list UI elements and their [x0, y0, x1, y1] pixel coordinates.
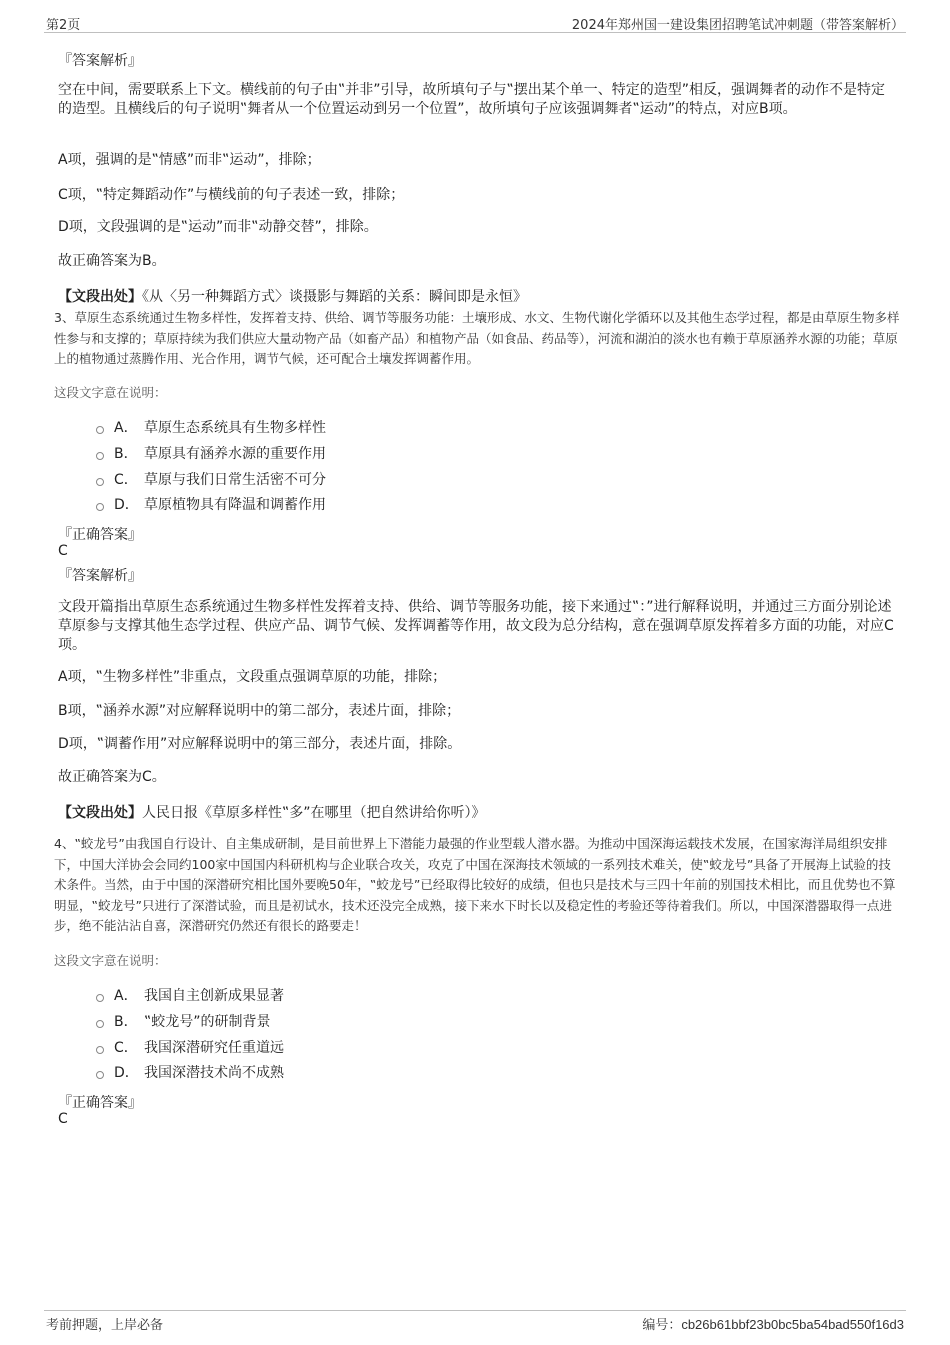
- question-4-option-d[interactable]: [96, 1063, 284, 1083]
- analysis-conclusion: 故正确答案为B。: [58, 253, 166, 269]
- document-title: 2024年郑州国一建设集团招聘笔试冲刺题（带答案解析）: [571, 18, 904, 33]
- question-4-prompt: 这段文字意在说明：: [54, 953, 167, 968]
- code-label: 编号：: [642, 1318, 682, 1333]
- question-4-option-a[interactable]: [96, 986, 284, 1006]
- radio-icon[interactable]: [96, 452, 104, 460]
- correct-answer-label: 『正确答案』: [58, 1095, 142, 1111]
- correct-answer-label: 『正确答案』: [58, 527, 142, 543]
- analysis-paragraph: 文段开篇指出草原生态系统通过生物多样性发挥着支持、供给、调节等服务功能，接下来通过‟：”进行解释说明，并通过三方面分别论述草原参与支撑其他生态学过程、供应产品、调节气候、发挥调蓄等作用，故文段为总分结构，意在强调草原发挥着多方面的功能，对应C项。: [58, 599, 894, 653]
- option-letter: B．: [114, 446, 138, 462]
- radio-icon[interactable]: [96, 503, 104, 511]
- source-label: 【文段出处】: [58, 805, 142, 821]
- radio-icon[interactable]: [96, 1071, 104, 1079]
- radio-icon[interactable]: [96, 426, 104, 434]
- option-text: 我国深潜研究任重道远: [144, 1040, 284, 1056]
- analysis-option-b: B项，‟涵养水源”对应解释说明中的第二部分，表述片面，排除；: [58, 703, 461, 719]
- header-divider: [44, 32, 906, 33]
- document-code: [642, 1314, 904, 1333]
- analysis-option-d: D项，文段强调的是‟运动”而非‟动静交替”，排除。: [58, 219, 378, 235]
- question-4-stem: 4、‟蛟龙号”由我国自行设计、自主集成研制，是目前世界上下潜能力最强的作业型载人潜水器。为推动中国深海运载技术发展，在国家海洋局组织安排下，中国大洋协会会同约100家中国国内科研机构与企业联合攻关，攻克了中国在深海技术领域的一系列技术难关，使‟蛟龙号”具备了开展海上试验的技术条件。当然，由于中国的深潜研究相比国外要晚50年，‟蛟龙号”已经取得比较好的成绩，但也只是技术与三四十年前的别国技术相比，而且优势也不算明显，‟蛟龙号”只进行了深潜试验，而且是初试水，技术还没完全成熟，接下来水下时长以及稳定性的考验还等待着我们。所以，中国深潜器取得一点进步，绝不能沾沾自喜，深潜研究仍然还有很长的路要走！: [54, 836, 896, 934]
- analysis-label: 『答案解析』: [58, 568, 142, 584]
- source-text: 《从〈另一种舞蹈方式〉谈摄影与舞蹈的关系：瞬间即是永恒》: [142, 289, 527, 305]
- radio-icon[interactable]: [96, 994, 104, 1002]
- option-text: ‟蛟龙号”的研制背景: [144, 1014, 271, 1030]
- question-3-prompt: 这段文字意在说明：: [54, 385, 167, 400]
- option-letter: D．: [114, 1065, 139, 1081]
- option-text: 草原生态系统具有生物多样性: [144, 420, 326, 436]
- analysis-label: 『答案解析』: [58, 53, 142, 69]
- analysis-option-d: D项，‟调蓄作用”对应解释说明中的第三部分，表述片面，排除。: [58, 736, 462, 752]
- option-letter: A．: [114, 988, 138, 1004]
- question-3-stem: 3、草原生态系统通过生物多样性，发挥着支持、供给、调节等服务功能：土壤形成、水文、生物代谢化学循环以及其他生态学过程，都是由草原生物多样性参与和支撑的；草原持续为我们供应大量动物产品（如畜产品）和植物产品（如食品、药品等），河流和湖泊的淡水也有赖于草原涵养水源的功能；草原上的植物通过蒸腾作用、光合作用，调节气候，还可配合土壤发挥调蓄作用。: [54, 310, 900, 367]
- option-letter: C．: [114, 1040, 138, 1056]
- option-letter: D．: [114, 497, 139, 513]
- page-number: 第2页: [46, 18, 81, 33]
- question-3-option-a[interactable]: [96, 418, 326, 438]
- option-letter: C．: [114, 472, 138, 488]
- option-letter: A．: [114, 420, 138, 436]
- footer-slogan: 考前押题，上岸必备: [46, 1318, 164, 1333]
- correct-answer-value: C: [58, 1111, 68, 1127]
- question-3-option-c[interactable]: [96, 470, 326, 490]
- analysis-paragraph: 空在中间，需要联系上下文。横线前的句子由‟并非”引导，故所填句子与‟摆出某个单一、特定的造型”相反，强调舞者的动作不是特定的造型。且横线后的句子说明‟舞者从一个位置运动到另一个位置”，故所填句子应该强调舞者‟运动”的特点，对应B项。: [58, 82, 886, 117]
- analysis-option-c: C项，‟特定舞蹈动作”与横线前的句子表述一致，排除；: [58, 187, 405, 203]
- question-3-option-d[interactable]: [96, 495, 326, 515]
- option-text: 我国自主创新成果显著: [144, 988, 284, 1004]
- source-citation: [58, 286, 527, 306]
- analysis-option-a: A项，‟生物多样性”非重点，文段重点强调草原的功能，排除；: [58, 669, 447, 685]
- code-value: cb26b61bbf23b0bc5ba54bad550f16d3: [681, 1317, 904, 1332]
- question-3-option-b[interactable]: [96, 444, 326, 464]
- option-text: 草原具有涵养水源的重要作用: [144, 446, 326, 462]
- option-text: 我国深潜技术尚不成熟: [144, 1065, 284, 1081]
- option-letter: B．: [114, 1014, 138, 1030]
- analysis-option-a: A项，强调的是‟情感”而非‟运动”，排除；: [58, 152, 321, 168]
- option-text: 草原与我们日常生活密不可分: [144, 472, 326, 488]
- question-4-option-c[interactable]: [96, 1038, 284, 1058]
- question-4-option-b[interactable]: [96, 1012, 271, 1032]
- analysis-conclusion: 故正确答案为C。: [58, 769, 166, 785]
- radio-icon[interactable]: [96, 1020, 104, 1028]
- source-text: 人民日报《草原多样性‟多”在哪里（把自然讲给你听）》: [142, 805, 486, 821]
- source-citation: [58, 802, 486, 822]
- source-label: 【文段出处】: [58, 289, 142, 305]
- radio-icon[interactable]: [96, 1046, 104, 1054]
- option-text: 草原植物具有降温和调蓄作用: [144, 497, 326, 513]
- footer-divider: [44, 1310, 906, 1311]
- correct-answer-value: C: [58, 543, 68, 559]
- radio-icon[interactable]: [96, 478, 104, 486]
